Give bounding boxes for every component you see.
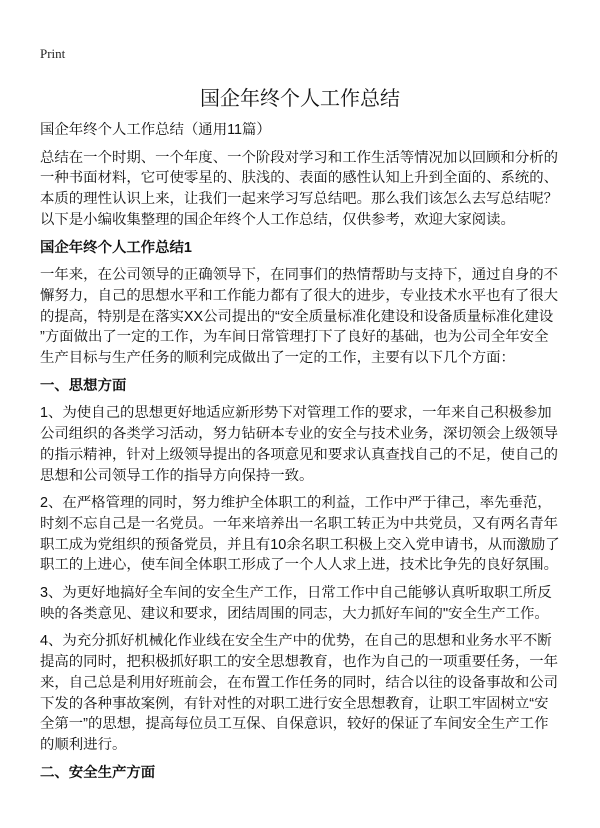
page-title: 国企年终个人工作总结	[200, 88, 400, 110]
section-heading: 国企年终个人工作总结1	[40, 239, 192, 256]
paragraph-line: 总结在一个时期、一个年度、一个阶段对学习和工作生活等情况加以回顾和分析的	[40, 149, 559, 166]
paragraph-line: 生产目标与生产任务的顺利完成做出了一定的工作，主要有以下几个方面：	[40, 350, 515, 367]
paragraph-line: 公司组织的各类学习活动，努力钻研本专业的安全与技术业务，深切领会上级领导	[40, 426, 559, 443]
paragraph-line: ”方面做出了一定的工作，为车间日常管理打下了良好的基础，也为公司全年安全	[40, 329, 549, 346]
document-subtitle: 国企年终个人工作总结（通用11篇）	[40, 122, 271, 138]
paragraph	[40, 631, 570, 755]
paragraph-line: 4、为充分抓好机械化作业线在安全生产中的优势，在自己的思想和业务水平不断	[40, 633, 552, 650]
paragraph-line: 时刻不忘自己是一名党员。一年来培养出一名职工转正为中共党员，又有两名青年	[40, 515, 559, 532]
paragraph-line: 映的各类意见、建议和要求，团结周围的同志，大力抓好车间的"安全生产工作。	[40, 605, 549, 622]
section-heading: 二、安全生产方面	[40, 764, 156, 781]
paragraph	[40, 265, 570, 369]
print-link[interactable]: Print	[40, 46, 66, 61]
paragraph-line: 以下是小编收集整理的国企年终个人工作总结，仅供参考，欢迎大家阅读。	[40, 211, 515, 228]
paragraph	[40, 493, 570, 576]
paragraph-line: 1、为使自己的思想更好地适应新形势下对管理工作的要求，一年来自己积极参加	[40, 405, 552, 422]
paragraph-line: 职工的上进心，使车间全体职工形成了一个人人求上进，技术比争先的良好氛围。	[40, 557, 559, 574]
paragraph-line: 3、为更好地搞好全车间的安全生产工作，日常工作中自己能够认真听取职工所反	[40, 585, 552, 602]
paragraph-line: 思想和公司领导工作的指导方向保持一致。	[40, 467, 314, 484]
paragraph-line: 一种书面材料，它可使零星的、肤浅的、表面的感性认知上升到全面的、系统的、	[40, 170, 559, 187]
paragraph-line: 全第一”的思想，提高每位员工互保、自保意识，较好的保证了车间安全生产工作	[40, 716, 549, 733]
paragraph-line: 的顺利进行。	[40, 736, 127, 753]
paragraph-line: 本质的理性认识上来，让我们一起来学习写总结吧。那么我们该怎么去写总结呢？	[40, 191, 559, 208]
paragraph	[40, 148, 570, 231]
paragraph	[40, 403, 570, 486]
paragraph-line: 职工成为党组织的预备党员，并且有10余名职工积极上交入党申请书，从而激励了	[40, 536, 560, 553]
section-heading: 一、思想方面	[40, 377, 127, 394]
paragraph	[40, 583, 570, 624]
paragraph-line: 来，自己总是利用好班前会，在布置工作任务的同时，结合以往的设备事故和公司	[40, 674, 559, 691]
document-body	[40, 120, 570, 790]
paragraph-line: 的提高，特别是在落实XX公司提出的“安全质量标准化建设和设备质量标准化建设	[40, 308, 554, 325]
paragraph-line: 懈努力，自己的思想水平和工作能力都有了很大的进步，专业技术水平也有了很大	[40, 287, 559, 304]
paragraph-line: 下发的各种事故案例，有针对性的对职工进行安全思想教育，让职工牢固树立“安	[40, 695, 549, 712]
paragraph-line: 2、在严格管理的同时，努力维护全体职工的利益，工作中严于律己，率先垂范，	[40, 495, 552, 512]
paragraph-line: 的指示精神，针对上级领导提出的各项意见和要求认真查找自己的不足，使自己的	[40, 446, 559, 463]
paragraph-line: 提高的同时，把积极抓好职工的安全思想教育，也作为自己的一项重要任务，一年	[40, 654, 559, 671]
paragraph-line: 一年来，在公司领导的正确领导下，在同事们的热情帮助与支持下，通过自身的不	[40, 267, 559, 284]
